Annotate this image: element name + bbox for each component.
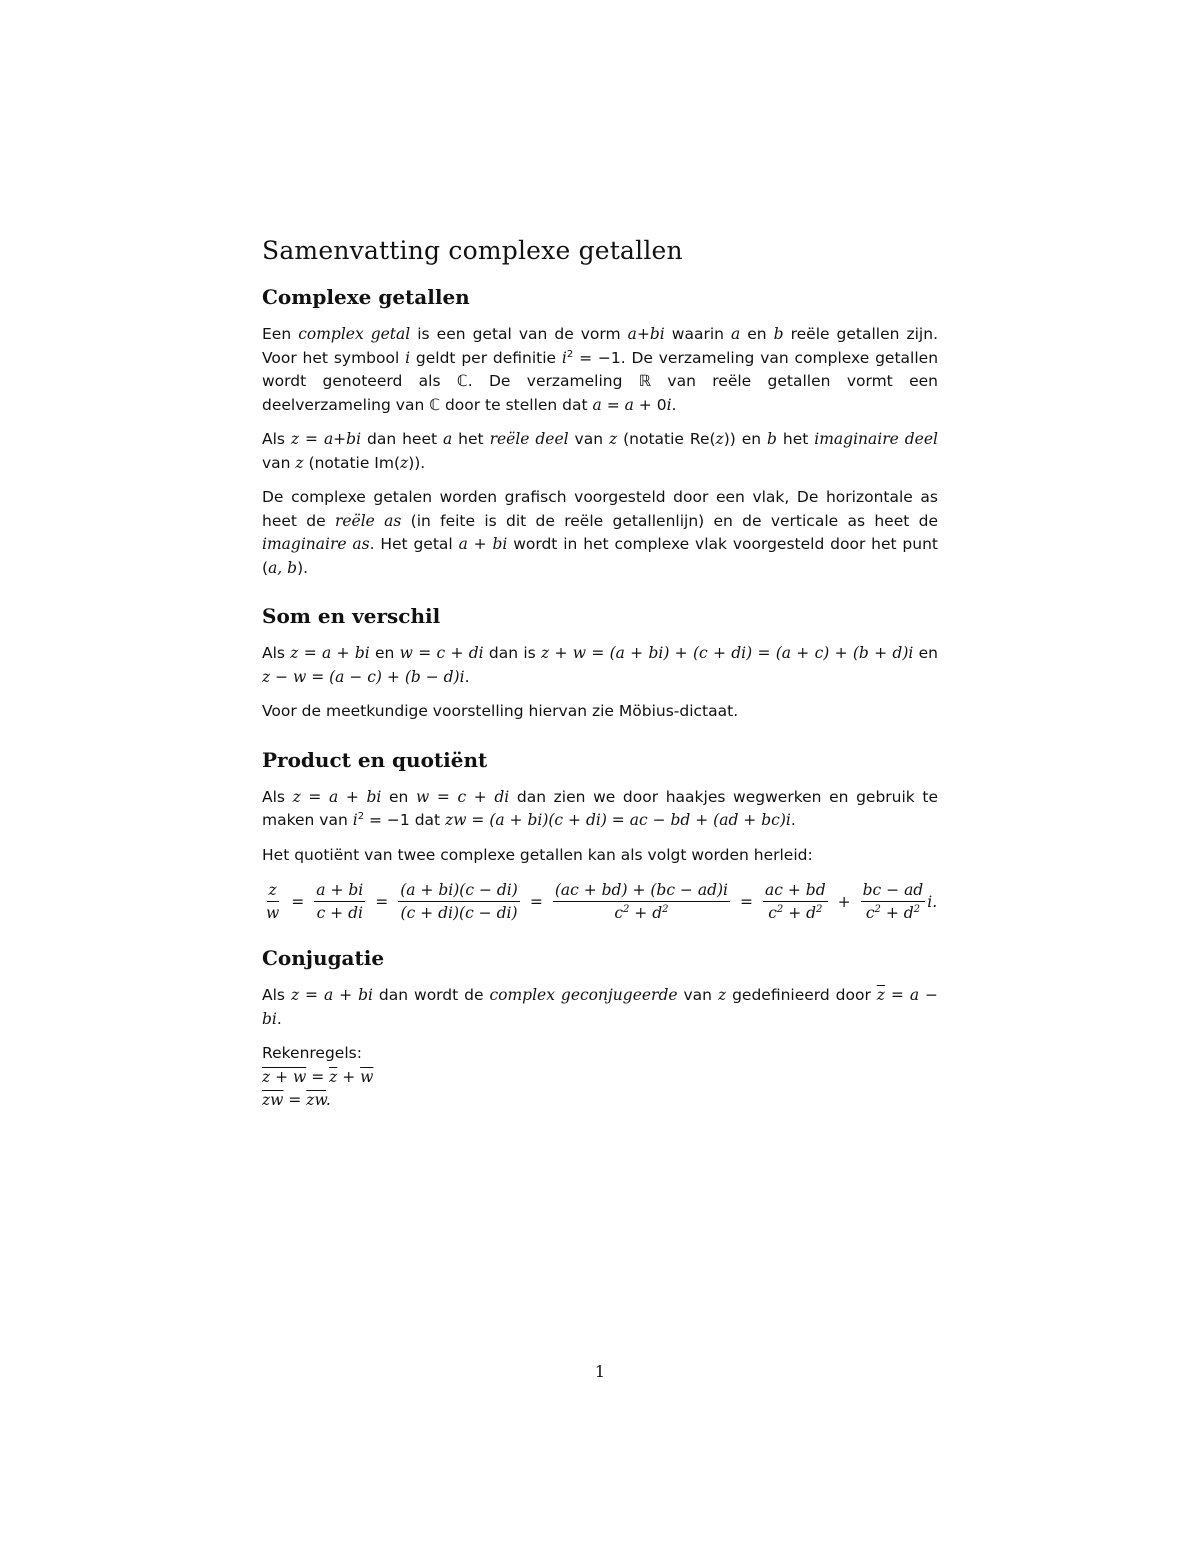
paragraph-complexe-vlak: De complexe getalen worden grafisch voorgesteld door een vlak, De horizontale as heet de reële as (in feite is dit de reële getallenlijn) en de verticale as heet de imaginaire as. Het getal a + bi wordt in het complexe vlak voorgesteld door het punt (a, b). xyxy=(262,488,938,577)
rekenregels-list xyxy=(262,1042,938,1113)
document-title: Samenvatting complexe getallen xyxy=(262,236,683,265)
rekenregels-label: Rekenregels: xyxy=(262,1044,362,1062)
rekenregel-product: $\overline{zw} = \overline{z}\overline{w}$. xyxy=(262,1091,331,1109)
fraction-expanded-result: $\frac{(ac + bd) + (bc - ad)i}{c^2 + d^2}$ xyxy=(554,881,729,922)
document-page xyxy=(262,236,938,1113)
paragraph-conjugatie-definitie: Als z = a + bi dan wordt de complex geconjugeerde van z gedefinieerd door $\overline{z} = a$ − bi. xyxy=(262,986,938,1028)
paragraph-reele-imaginaire-deel: Als z = a+bi dan heet a het reële deel van z (notatie Re(z)) en b het imaginaire deel van z (notatie Im(z)). xyxy=(262,430,938,472)
quotient-equation: $\frac{z}{w}$ = $\frac{a + bi}{c + di}$ = $\frac{(a + bi)(c - di)}{(c + di)(c - di)}$ = $\frac{(ac + bd) + (bc - ad)i}{c^2 + d^2}$ = $\frac{ac + bd}{c^2 + d^2}$ + $\frac{bc - ad}{c^2 + d^2}$ i. xyxy=(266,881,938,922)
section-heading-conjugatie: Conjugatie xyxy=(262,946,385,970)
paragraph-complex-getal-definitie: Een complex getal is een getal van de vorm a+bi waarin a en b reële getallen zijn. Voor het symbool i geldt per definitie $i^2 = -1$. De verzameling van complexe getallen wordt genoteerd als ℂ. De verzameling ℝ van reële getallen vormt een deelverzameling van ℂ door te stellen dat a = a + 0i. xyxy=(262,325,939,414)
section-heading-complexe-getallen: Complexe getallen xyxy=(262,285,470,309)
page-number: 1 xyxy=(594,1362,606,1381)
fraction-conjugate-expansion: $\frac{(a + bi)(c - di)}{(c + di)(c - di)}$ xyxy=(400,881,518,922)
paragraph-som-verschil-formule: Als z = a + bi en w = c + di dan is z + w = (a + bi) + (c + di) = (a + c) + (b + d)i en z − w = (a − c) + (b − d)i. xyxy=(262,644,938,686)
fraction-z-over-w: $\frac{z}{w}$ xyxy=(266,881,280,922)
section-heading-product-en-quotient: Product en quotiënt xyxy=(262,747,488,772)
paragraph-quotient-intro: Het quotiënt van twee complexe getallen kan als volgt worden herleid: xyxy=(262,845,813,864)
rekenregel-som: $z + w = \overline{z} + \overline{w}$ xyxy=(262,1067,374,1086)
fraction-imaginary-part: $\frac{bc - ad}{c^2 + d^2}$ xyxy=(862,881,924,922)
paragraph-mobius-verwijzing: Voor de meetkundige voorstelling hiervan zie Möbius-dictaat. xyxy=(262,702,739,720)
paragraph-product-formule: Als z = a + bi en w = c + di dan zien we door haakjes wegwerken en gebruik te maken van $i^2 = -1$ dat zw = (a + bi)(c + di) = ac − bd + (ad + bc)i. xyxy=(262,787,939,829)
section-heading-som-en-verschil: Som en verschil xyxy=(262,604,441,628)
fraction-real-part: $\frac{ac + bd}{c^2 + d^2}$ xyxy=(765,881,826,922)
fraction-a-bi-over-c-di: $\frac{a + bi}{c + di}$ xyxy=(316,881,364,922)
